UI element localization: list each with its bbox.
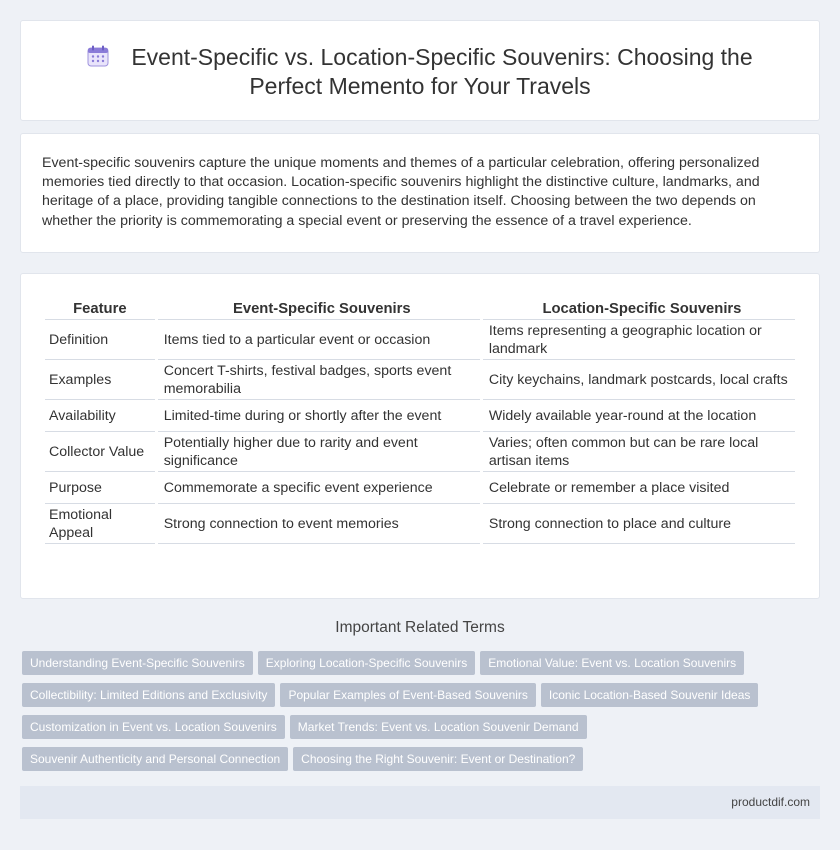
- event-cell: Concert T-shirts, festival badges, sports event memorabilia: [158, 360, 480, 400]
- related-term-tag[interactable]: Choosing the Right Souvenir: Event or Destination?: [293, 747, 583, 771]
- location-cell: Items representing a geographic location or landmark: [483, 320, 795, 360]
- related-term-tag[interactable]: Emotional Value: Event vs. Location Souvenirs: [480, 651, 744, 675]
- related-term-tag[interactable]: Collectibility: Limited Editions and Exclusivity: [22, 683, 275, 707]
- table-header-row: [45, 296, 795, 320]
- related-terms-list: [22, 651, 822, 779]
- related-term-tag[interactable]: Understanding Event-Specific Souvenirs: [22, 651, 253, 675]
- table-row: [45, 472, 795, 504]
- table-row: [45, 504, 795, 544]
- title-line-2: Perfect Memento for Your Travels: [249, 73, 591, 99]
- table-row: [45, 360, 795, 400]
- feature-cell: Collector Value: [45, 432, 155, 472]
- location-cell: Strong connection to place and culture: [483, 504, 795, 544]
- intro-paragraph: Event-specific souvenirs capture the unique moments and themes of a particular celebration, offering personalized memories tied directly to that occasion. Location-specific souvenirs highlight the distinctive culture, landmarks, and heritage of a place, providing tangible connections to the destination itself. Choosing between the two depends on whether the priority is commemorating a special event or preserving the essence of a travel experience.: [42, 155, 760, 229]
- related-term-tag[interactable]: Iconic Location-Based Souvenir Ideas: [541, 683, 758, 707]
- location-cell: Celebrate or remember a place visited: [483, 472, 795, 504]
- location-cell: Widely available year-round at the location: [483, 400, 795, 432]
- location-cell: Varies; often common but can be rare local artisan items: [483, 432, 795, 472]
- event-cell: Limited-time during or shortly after the event: [158, 400, 480, 432]
- header-feature: Feature: [45, 296, 155, 320]
- comparison-card: [20, 273, 820, 599]
- related-term-tag[interactable]: Exploring Location-Specific Souvenirs: [258, 651, 475, 675]
- event-cell: Strong connection to event memories: [158, 504, 480, 544]
- event-cell: Potentially higher due to rarity and event significance: [158, 432, 480, 472]
- related-term-tag[interactable]: Souvenir Authenticity and Personal Connection: [22, 747, 288, 771]
- related-terms-title: Important Related Terms: [335, 619, 505, 636]
- feature-cell: Definition: [45, 320, 155, 360]
- related-term-tag[interactable]: Customization in Event vs. Location Souvenirs: [22, 715, 285, 739]
- related-term-tag[interactable]: Popular Examples of Event-Based Souvenirs: [280, 683, 535, 707]
- calendar-icon: [87, 45, 109, 67]
- page-title: [21, 43, 819, 101]
- header-card: [20, 20, 820, 121]
- table-row: [45, 400, 795, 432]
- feature-cell: Examples: [45, 360, 155, 400]
- feature-cell: Emotional Appeal: [45, 504, 155, 544]
- intro-card: [20, 133, 820, 253]
- comparison-table: [42, 296, 798, 544]
- related-term-tag[interactable]: Market Trends: Event vs. Location Souvenir Demand: [290, 715, 587, 739]
- header-event-specific: Event-Specific Souvenirs: [158, 296, 480, 320]
- event-cell: Items tied to a particular event or occasion: [158, 320, 480, 360]
- footer: [20, 786, 820, 819]
- location-cell: City keychains, landmark postcards, local crafts: [483, 360, 795, 400]
- event-cell: Commemorate a specific event experience: [158, 472, 480, 504]
- footer-site-link[interactable]: productdif.com: [731, 795, 810, 809]
- table-row: [45, 432, 795, 472]
- feature-cell: Purpose: [45, 472, 155, 504]
- header-location-specific: Location-Specific Souvenirs: [483, 296, 795, 320]
- feature-cell: Availability: [45, 400, 155, 432]
- table-row: [45, 320, 795, 360]
- title-line-1: Event-Specific vs. Location-Specific Souvenirs: Choosing the: [131, 44, 753, 70]
